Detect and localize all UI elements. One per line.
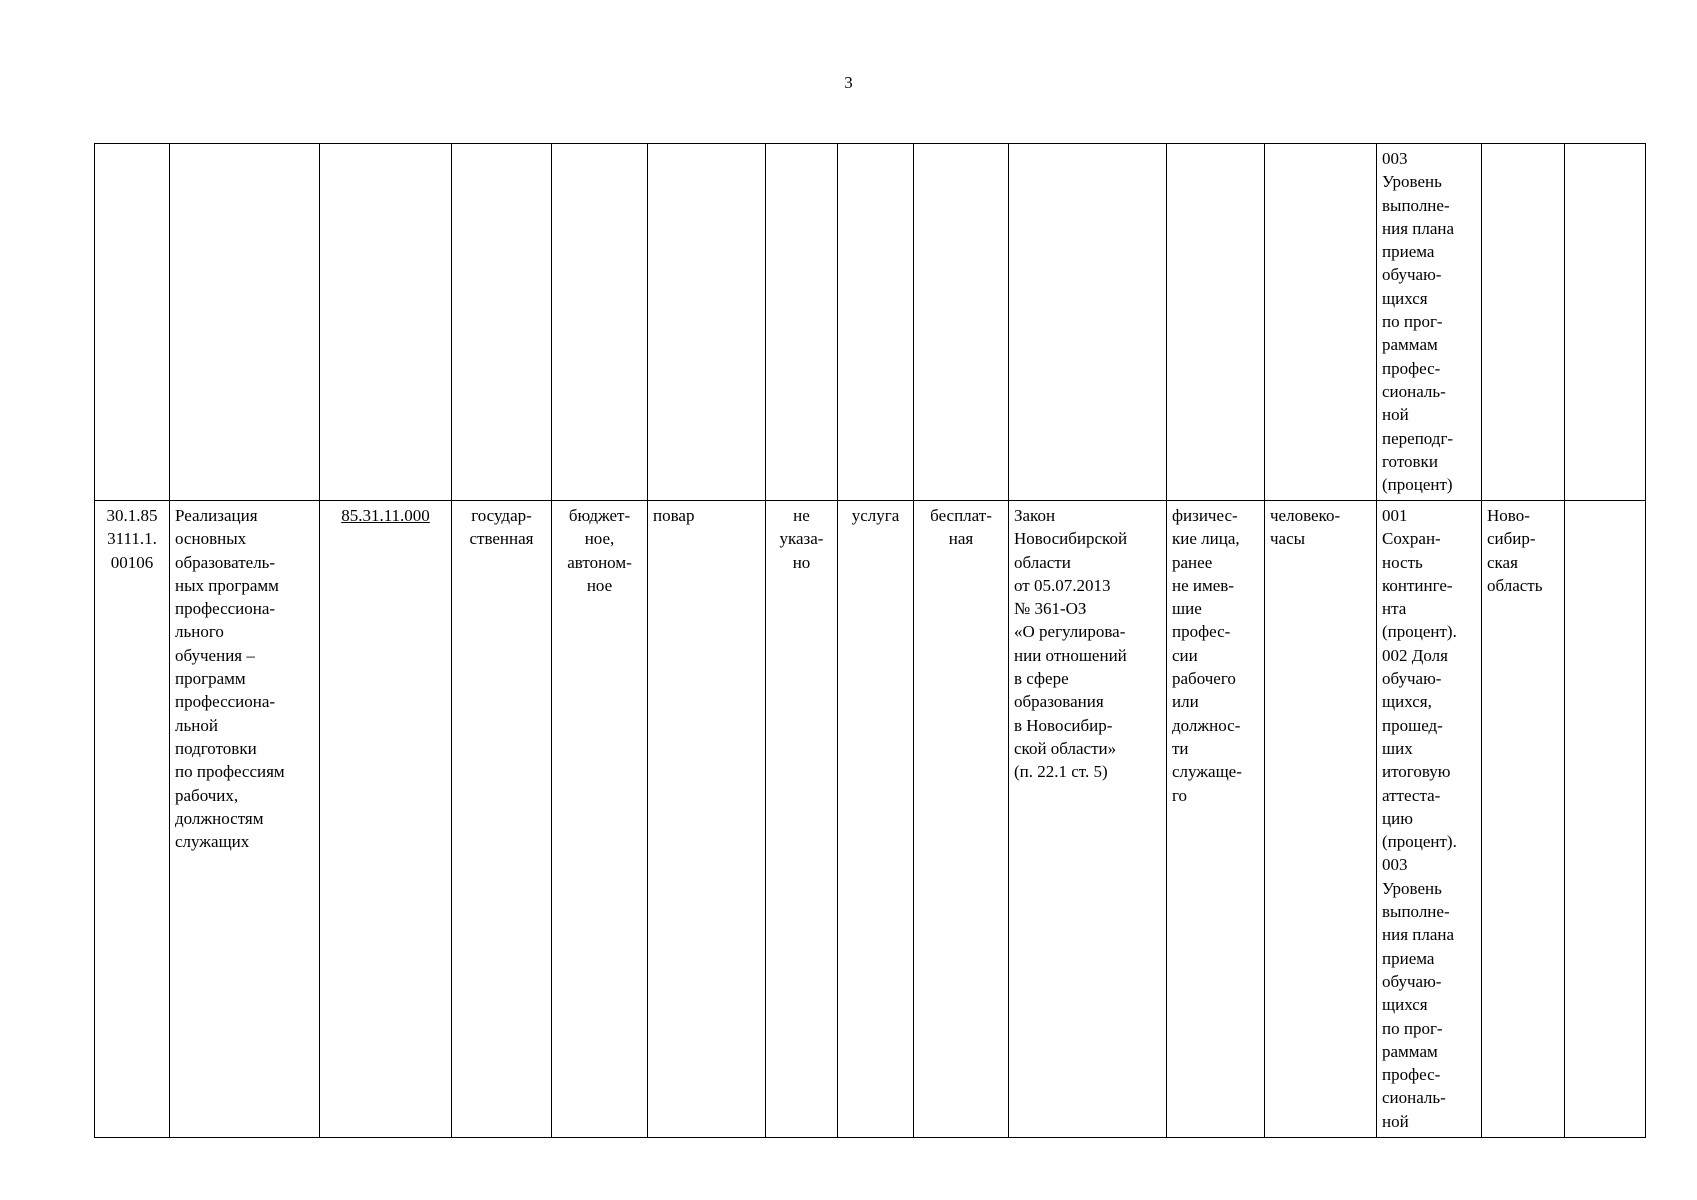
cell-service-name: Реализация основных образователь- ных программ профессиона- льного обучения – программ профессиона- льной подготовки по профессиям рабочих, должностям служащих [170, 501, 320, 1138]
cell-okved-code [320, 501, 452, 1138]
registry-table [94, 143, 1646, 1138]
cell-institution-type [552, 144, 648, 501]
cell-region [1482, 144, 1565, 501]
cell-indicators: 001 Сохран- ность континге- нта (процент). 002 Доля обучаю- щихся, прошед- ших итоговую аттеста- цию (процент). 003 Уровень выполне- ния плана приема обучаю- щихся по прог- раммам профес- сиональ- ной [1377, 501, 1482, 1138]
cell-payment: бесплат- ная [914, 501, 1009, 1138]
cell-okved-code [320, 144, 452, 501]
cell-form: не указа- но [766, 501, 838, 1138]
cell-profession [648, 144, 766, 501]
cell-service-type [452, 144, 552, 501]
cell-empty [1565, 501, 1646, 1138]
cell-legal-basis: Закон Новосибирской области от 05.07.2013 № 361-ОЗ «О регулирова- нии отношений в сфере образования в Новосибир- ской области» (п. 22.1 ст. 5) [1009, 501, 1167, 1138]
cell-service-name [170, 144, 320, 501]
cell-reg-number [95, 144, 170, 501]
cell-profession: повар [648, 501, 766, 1138]
cell-service-type: государ- ственная [452, 501, 552, 1138]
cell-indicators: 003 Уровень выполне- ния плана приема обучаю- щихся по прог- раммам профес- сиональ- ной переподг- готовки (процент) [1377, 144, 1482, 501]
cell-region: Ново- сибир- ская область [1482, 501, 1565, 1138]
cell-empty [1565, 144, 1646, 501]
okved-code-link[interactable]: 85.31.11.000 [341, 506, 430, 525]
cell-consumers: физичес- кие лица, ранее не имев- шие профес- сии рабочего или должнос- ти служаще- го [1167, 501, 1265, 1138]
cell-legal-basis [1009, 144, 1167, 501]
table-row [95, 501, 1646, 1138]
cell-institution-type: бюджет- ное, автоном- ное [552, 501, 648, 1138]
cell-service-or-work: услуга [838, 501, 914, 1138]
cell-service-or-work [838, 144, 914, 501]
cell-reg-number: 30.1.85 3111.1. 00106 [95, 501, 170, 1138]
cell-consumers [1167, 144, 1265, 501]
cell-form [766, 144, 838, 501]
cell-payment [914, 144, 1009, 501]
page-number: 3 [844, 73, 853, 92]
cell-volume-unit [1265, 144, 1377, 501]
table-row [95, 144, 1646, 501]
cell-volume-unit: человеко- часы [1265, 501, 1377, 1138]
